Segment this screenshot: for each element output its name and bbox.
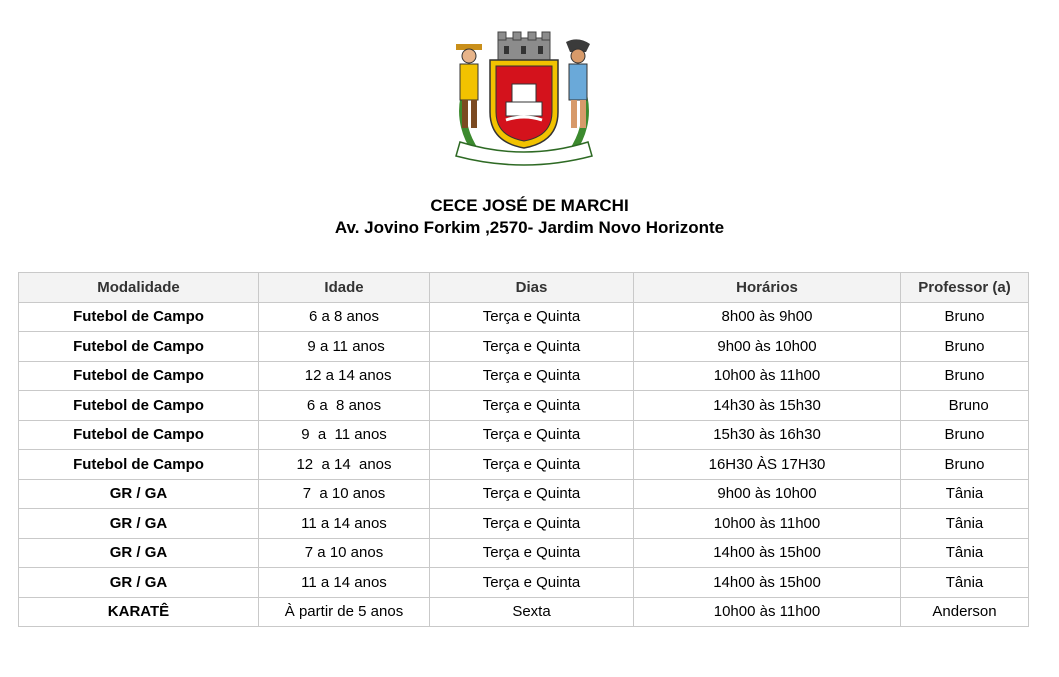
cell-idade: 11 a 14 anos <box>259 568 430 598</box>
cell-professor: Anderson <box>901 597 1029 627</box>
cell-modalidade: Futebol de Campo <box>19 361 259 391</box>
cell-horarios: 14h00 às 15h00 <box>634 538 901 568</box>
cell-dias: Terça e Quinta <box>430 391 634 421</box>
table-row <box>19 538 1029 568</box>
cell-dias: Terça e Quinta <box>430 538 634 568</box>
column-header-professor: Professor (a) <box>901 273 1029 303</box>
column-header-idade: Idade <box>259 273 430 303</box>
column-header-dias: Dias <box>430 273 634 303</box>
cell-idade: À partir de 5 anos <box>259 597 430 627</box>
page-title: CECE JOSÉ DE MARCHI <box>430 196 629 215</box>
cell-idade: 6 a 8 anos <box>259 391 430 421</box>
cell-dias: Terça e Quinta <box>430 509 634 539</box>
cell-horarios: 10h00 às 11h00 <box>634 361 901 391</box>
cell-horarios: 9h00 às 10h00 <box>634 332 901 362</box>
cell-horarios: 8h00 às 9h00 <box>634 302 901 332</box>
cell-idade: 9 a 11 anos <box>259 332 430 362</box>
cell-professor: Bruno <box>901 302 1029 332</box>
cell-modalidade: KARATÊ <box>19 597 259 627</box>
cell-horarios: 9h00 às 10h00 <box>634 479 901 509</box>
table-row <box>19 302 1029 332</box>
table-row <box>19 450 1029 480</box>
cell-idade: 12 a 14 anos <box>259 361 430 391</box>
cell-dias: Terça e Quinta <box>430 420 634 450</box>
cell-dias: Terça e Quinta <box>430 568 634 598</box>
cell-professor: Tânia <box>901 479 1029 509</box>
cell-professor: Bruno <box>901 450 1029 480</box>
cell-idade: 12 a 14 anos <box>259 450 430 480</box>
cell-professor: Tânia <box>901 568 1029 598</box>
cell-professor: Bruno <box>901 361 1029 391</box>
table-row <box>19 568 1029 598</box>
cell-dias: Terça e Quinta <box>430 479 634 509</box>
cell-idade: 7 a 10 anos <box>259 538 430 568</box>
table-row <box>19 597 1029 627</box>
cell-idade: 11 a 14 anos <box>259 509 430 539</box>
cell-professor: Bruno <box>901 332 1029 362</box>
cell-idade: 9 a 11 anos <box>259 420 430 450</box>
cell-horarios: 10h00 às 11h00 <box>634 597 901 627</box>
cell-horarios: 14h00 às 15h00 <box>634 568 901 598</box>
table-row <box>19 479 1029 509</box>
table-header-row <box>19 273 1029 303</box>
cell-horarios: 14h30 às 15h30 <box>634 391 901 421</box>
column-header-modalidade: Modalidade <box>19 273 259 303</box>
table-row <box>19 361 1029 391</box>
page-address: Av. Jovino Forkim ,2570- Jardim Novo Horizonte <box>334 218 725 237</box>
cell-idade: 6 a 8 anos <box>259 302 430 332</box>
cell-dias: Terça e Quinta <box>430 332 634 362</box>
cell-professor: Bruno <box>901 420 1029 450</box>
column-header-horarios: Horários <box>634 273 901 303</box>
cell-dias: Sexta <box>430 597 634 627</box>
cell-horarios: 15h30 às 16h30 <box>634 420 901 450</box>
cell-modalidade: Futebol de Campo <box>19 391 259 421</box>
city-coat-of-arms-logo <box>446 24 602 168</box>
table-row <box>19 509 1029 539</box>
cell-modalidade: GR / GA <box>19 538 259 568</box>
cell-professor: Tânia <box>901 538 1029 568</box>
cell-modalidade: GR / GA <box>19 568 259 598</box>
cell-horarios: 10h00 às 11h00 <box>634 509 901 539</box>
table-row <box>19 332 1029 362</box>
cell-horarios: 16H30 ÀS 17H30 <box>634 450 901 480</box>
cell-professor: Bruno <box>901 391 1029 421</box>
cell-modalidade: GR / GA <box>19 509 259 539</box>
schedule-table <box>18 272 1029 627</box>
cell-modalidade: Futebol de Campo <box>19 450 259 480</box>
cell-modalidade: Futebol de Campo <box>19 420 259 450</box>
cell-modalidade: Futebol de Campo <box>19 302 259 332</box>
cell-dias: Terça e Quinta <box>430 302 634 332</box>
cell-idade: 7 a 10 anos <box>259 479 430 509</box>
cell-dias: Terça e Quinta <box>430 450 634 480</box>
table-row <box>19 391 1029 421</box>
table-row <box>19 420 1029 450</box>
cell-modalidade: Futebol de Campo <box>19 332 259 362</box>
cell-dias: Terça e Quinta <box>430 361 634 391</box>
cell-modalidade: GR / GA <box>19 479 259 509</box>
cell-professor: Tânia <box>901 509 1029 539</box>
